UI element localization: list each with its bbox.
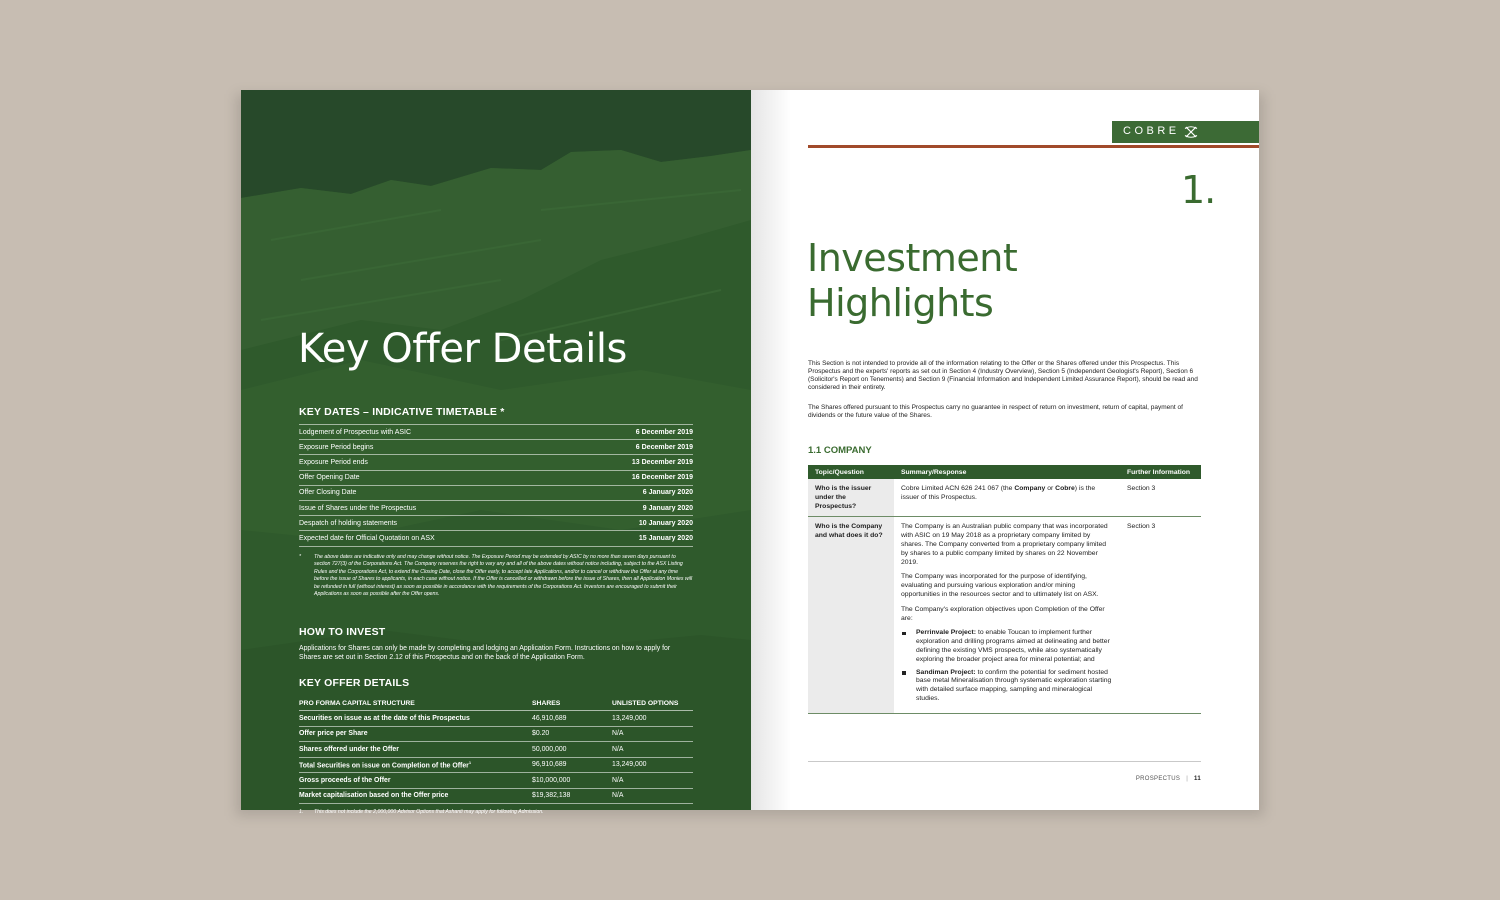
capital-row bbox=[299, 726, 693, 742]
column-header: Summary/Response bbox=[894, 465, 1120, 479]
chapter-number: 1. bbox=[1181, 168, 1216, 212]
timetable-date: 15 January 2020 bbox=[571, 531, 693, 546]
timetable-row bbox=[299, 531, 693, 546]
footnote-marker: * bbox=[299, 554, 302, 560]
further-info-cell: Section 3 bbox=[1120, 517, 1201, 713]
timetable-date: 9 January 2020 bbox=[571, 500, 693, 515]
page-title: Key Offer Details bbox=[298, 326, 627, 372]
timetable-table bbox=[299, 424, 693, 547]
timetable-event: Exposure Period ends bbox=[299, 455, 571, 470]
timetable-row bbox=[299, 440, 693, 455]
timetable-row bbox=[299, 485, 693, 500]
left-page bbox=[241, 90, 751, 815]
shares-value: 50,000,000 bbox=[532, 742, 612, 758]
company-section-heading: 1.1 COMPANY bbox=[808, 445, 872, 456]
options-value: N/A bbox=[612, 742, 693, 758]
response-paragraph: The Company is an Australian public company that was incorporated with ASIC on 19 May 2018 as a proprietary company limited by shares. The Company converted from a proprietary company limited by shares to a public company limited by shares on 22 November 2019. bbox=[901, 523, 1108, 566]
timetable-heading: KEY DATES – INDICATIVE TIMETABLE * bbox=[299, 406, 505, 418]
page-spine-shadow bbox=[751, 90, 791, 810]
crossed-picks-icon bbox=[1184, 125, 1198, 139]
response-paragraph: The Company was incorporated for the purpose of identifying, evaluating and pursuing various exploration and/or mining opportunities in the resources sector and to ultimately list on ASX. bbox=[901, 573, 1099, 598]
key-offer-details-heading: KEY OFFER DETAILS bbox=[299, 677, 410, 689]
options-value: N/A bbox=[612, 726, 693, 742]
bullet-icon bbox=[902, 671, 906, 675]
response-paragraph: The Company's exploration objectives upon Completion of the Offer are: bbox=[901, 605, 1105, 622]
timetable-row bbox=[299, 470, 693, 485]
shares-value: $0.20 bbox=[532, 726, 612, 742]
footer-rule bbox=[808, 761, 1201, 762]
footnote-text: This does not include the 2,000,000 Advisor Options that Ashanti may apply for following Admission. bbox=[314, 809, 544, 815]
capital-item: Total Securities on issue on Completion of the Offer$^1$ bbox=[299, 757, 532, 773]
timetable-date: 6 December 2019 bbox=[571, 440, 693, 455]
timetable-event: Expected date for Official Quotation on ASX bbox=[299, 531, 571, 546]
timetable-footnote bbox=[299, 554, 693, 598]
timetable-date: 16 December 2019 bbox=[571, 470, 693, 485]
shares-value: 46,910,689 bbox=[532, 711, 612, 727]
table-row bbox=[808, 517, 1201, 713]
response-cell: Cobre Limited ACN 626 241 067 (the Company or Cobre) is the issuer of this Prospectus. bbox=[894, 479, 1120, 517]
capital-item: Shares offered under the Offer bbox=[299, 742, 532, 758]
question-cell: Who is the issuer under the Prospectus? bbox=[808, 479, 894, 517]
capital-item: Gross proceeds of the Offer bbox=[299, 773, 532, 789]
options-value: 13,249,000 bbox=[612, 757, 693, 773]
options-value: N/A bbox=[612, 788, 693, 804]
cobre-logo bbox=[1112, 121, 1259, 143]
page-footer bbox=[1136, 776, 1201, 782]
how-to-invest-text: Applications for Shares can only be made by completing and lodging an Application Form. Instructions on how to apply for Shares are set out in Section 2.12 of this Prospectus and on the back of the Application Form. bbox=[299, 645, 671, 661]
footnote-marker: 1. bbox=[299, 809, 304, 815]
timetable-event: Offer Opening Date bbox=[299, 470, 571, 485]
capital-item: Securities on issue as at the date of this Prospectus bbox=[299, 711, 532, 727]
question-cell: Who is the Company and what does it do? bbox=[808, 517, 894, 713]
column-header: Further Information bbox=[1120, 465, 1201, 479]
timetable-row bbox=[299, 425, 693, 440]
options-value: N/A bbox=[612, 773, 693, 789]
header-rule bbox=[808, 145, 1259, 148]
timetable-event: Exposure Period begins bbox=[299, 440, 571, 455]
capital-row bbox=[299, 711, 693, 727]
section-title bbox=[807, 236, 1017, 326]
list-item: Sandiman Project: to confirm the potential for sediment hosted base metal Mineralisation through systematic exploration starting with detailed surface mapping, sampling and mineralogical studies. bbox=[901, 669, 1113, 704]
capital-row bbox=[299, 773, 693, 789]
title-line: Highlights bbox=[807, 281, 994, 325]
capital-row bbox=[299, 788, 693, 804]
company-table bbox=[808, 465, 1201, 714]
capital-item: Offer price per Share bbox=[299, 726, 532, 742]
table-row bbox=[808, 479, 1201, 517]
intro-paragraph: This Section is not intended to provide all of the information relating to the Offer or the Shares offered under this Prospectus. This Prospectus and the experts' reports as set out in Section 4 (Industry Overview), Section 5 (Independent Geologist's Report), Section 6 (Solicitor's Report on Tenements) and Section 9 (Financial Information and Independent Limited Assurance Report), should be read and considered in their entirety. bbox=[808, 360, 1198, 391]
timetable-date: 6 January 2020 bbox=[571, 485, 693, 500]
how-to-invest-heading: HOW TO INVEST bbox=[299, 626, 386, 638]
bullet-icon bbox=[902, 632, 906, 636]
timetable-row bbox=[299, 516, 693, 531]
logo-text: COBRE bbox=[1123, 125, 1180, 137]
capital-structure-table bbox=[299, 697, 693, 804]
timetable-event: Issue of Shares under the Prospectus bbox=[299, 500, 571, 515]
column-header: UNLISTED OPTIONS bbox=[612, 697, 693, 711]
timetable-event: Despatch of holding statements bbox=[299, 516, 571, 531]
shares-value: $10,000,000 bbox=[532, 773, 612, 789]
page-number: 11 bbox=[1194, 776, 1201, 782]
timetable-row bbox=[299, 500, 693, 515]
shares-value: 96,910,689 bbox=[532, 757, 612, 773]
column-header: PRO FORMA CAPITAL STRUCTURE bbox=[299, 697, 532, 711]
objectives-list bbox=[901, 629, 1113, 703]
footnote-text: The above dates are indicative only and may change without notice. The Exposure Period may be extended by ASIC by no more than seven days pursuant to section 727(3) of the Corporations Act. The Company reserves the right to vary any and all of the above dates without notice including, subject to the ASX Listing Rules and the Corporations Act, to extend the Closing Date, close the Offer early, to accept late Applications, and/or to cancel or withdraw the Offer at any time before the issue of Shares to applicants, in each case without notice. If the Offer is cancelled or withdrawn before the issue of Shares, then all Application Monies will be refunded in full (without interest) as soon as possible in accordance with the requirements of the Corporations Act. Investors are encouraged to submit their Applications as soon as possible after the Offer opens. bbox=[314, 554, 693, 598]
footer-label: PROSPECTUS bbox=[1135, 776, 1181, 782]
list-item: Perrinvale Project: to enable Toucan to implement further exploration and drilling programs aimed at delineating and better defining the existing VMS prospects, while also systematically exploring the broader project area for mineral potential; and bbox=[901, 629, 1113, 664]
capital-row bbox=[299, 757, 693, 773]
title-line: Investment bbox=[807, 236, 1018, 280]
timetable-date: 10 January 2020 bbox=[571, 516, 693, 531]
timetable-event: Offer Closing Date bbox=[299, 485, 571, 500]
footnote-ref: 1 bbox=[468, 760, 472, 766]
response-cell bbox=[894, 517, 1120, 713]
timetable-date: 6 December 2019 bbox=[571, 425, 693, 440]
options-value: 13,249,000 bbox=[612, 711, 693, 727]
timetable-row bbox=[299, 455, 693, 470]
shares-value: $19,382,138 bbox=[532, 788, 612, 804]
timetable-event: Lodgement of Prospectus with ASIC bbox=[299, 425, 571, 440]
right-page bbox=[751, 90, 1259, 810]
column-header: Topic/Question bbox=[808, 465, 894, 479]
further-info-cell: Section 3 bbox=[1120, 479, 1201, 517]
footer-separator: | bbox=[1186, 776, 1189, 782]
intro-paragraph: The Shares offered pursuant to this Prospectus carry no guarantee in respect of return on investment, return of capital, payment of dividends or the future value of the Shares. bbox=[808, 404, 1183, 419]
capital-row bbox=[299, 742, 693, 758]
capital-item: Market capitalisation based on the Offer price bbox=[299, 788, 532, 804]
capital-footnote-block bbox=[299, 809, 693, 816]
timetable-date: 13 December 2019 bbox=[571, 455, 693, 470]
column-header: SHARES bbox=[532, 697, 612, 711]
